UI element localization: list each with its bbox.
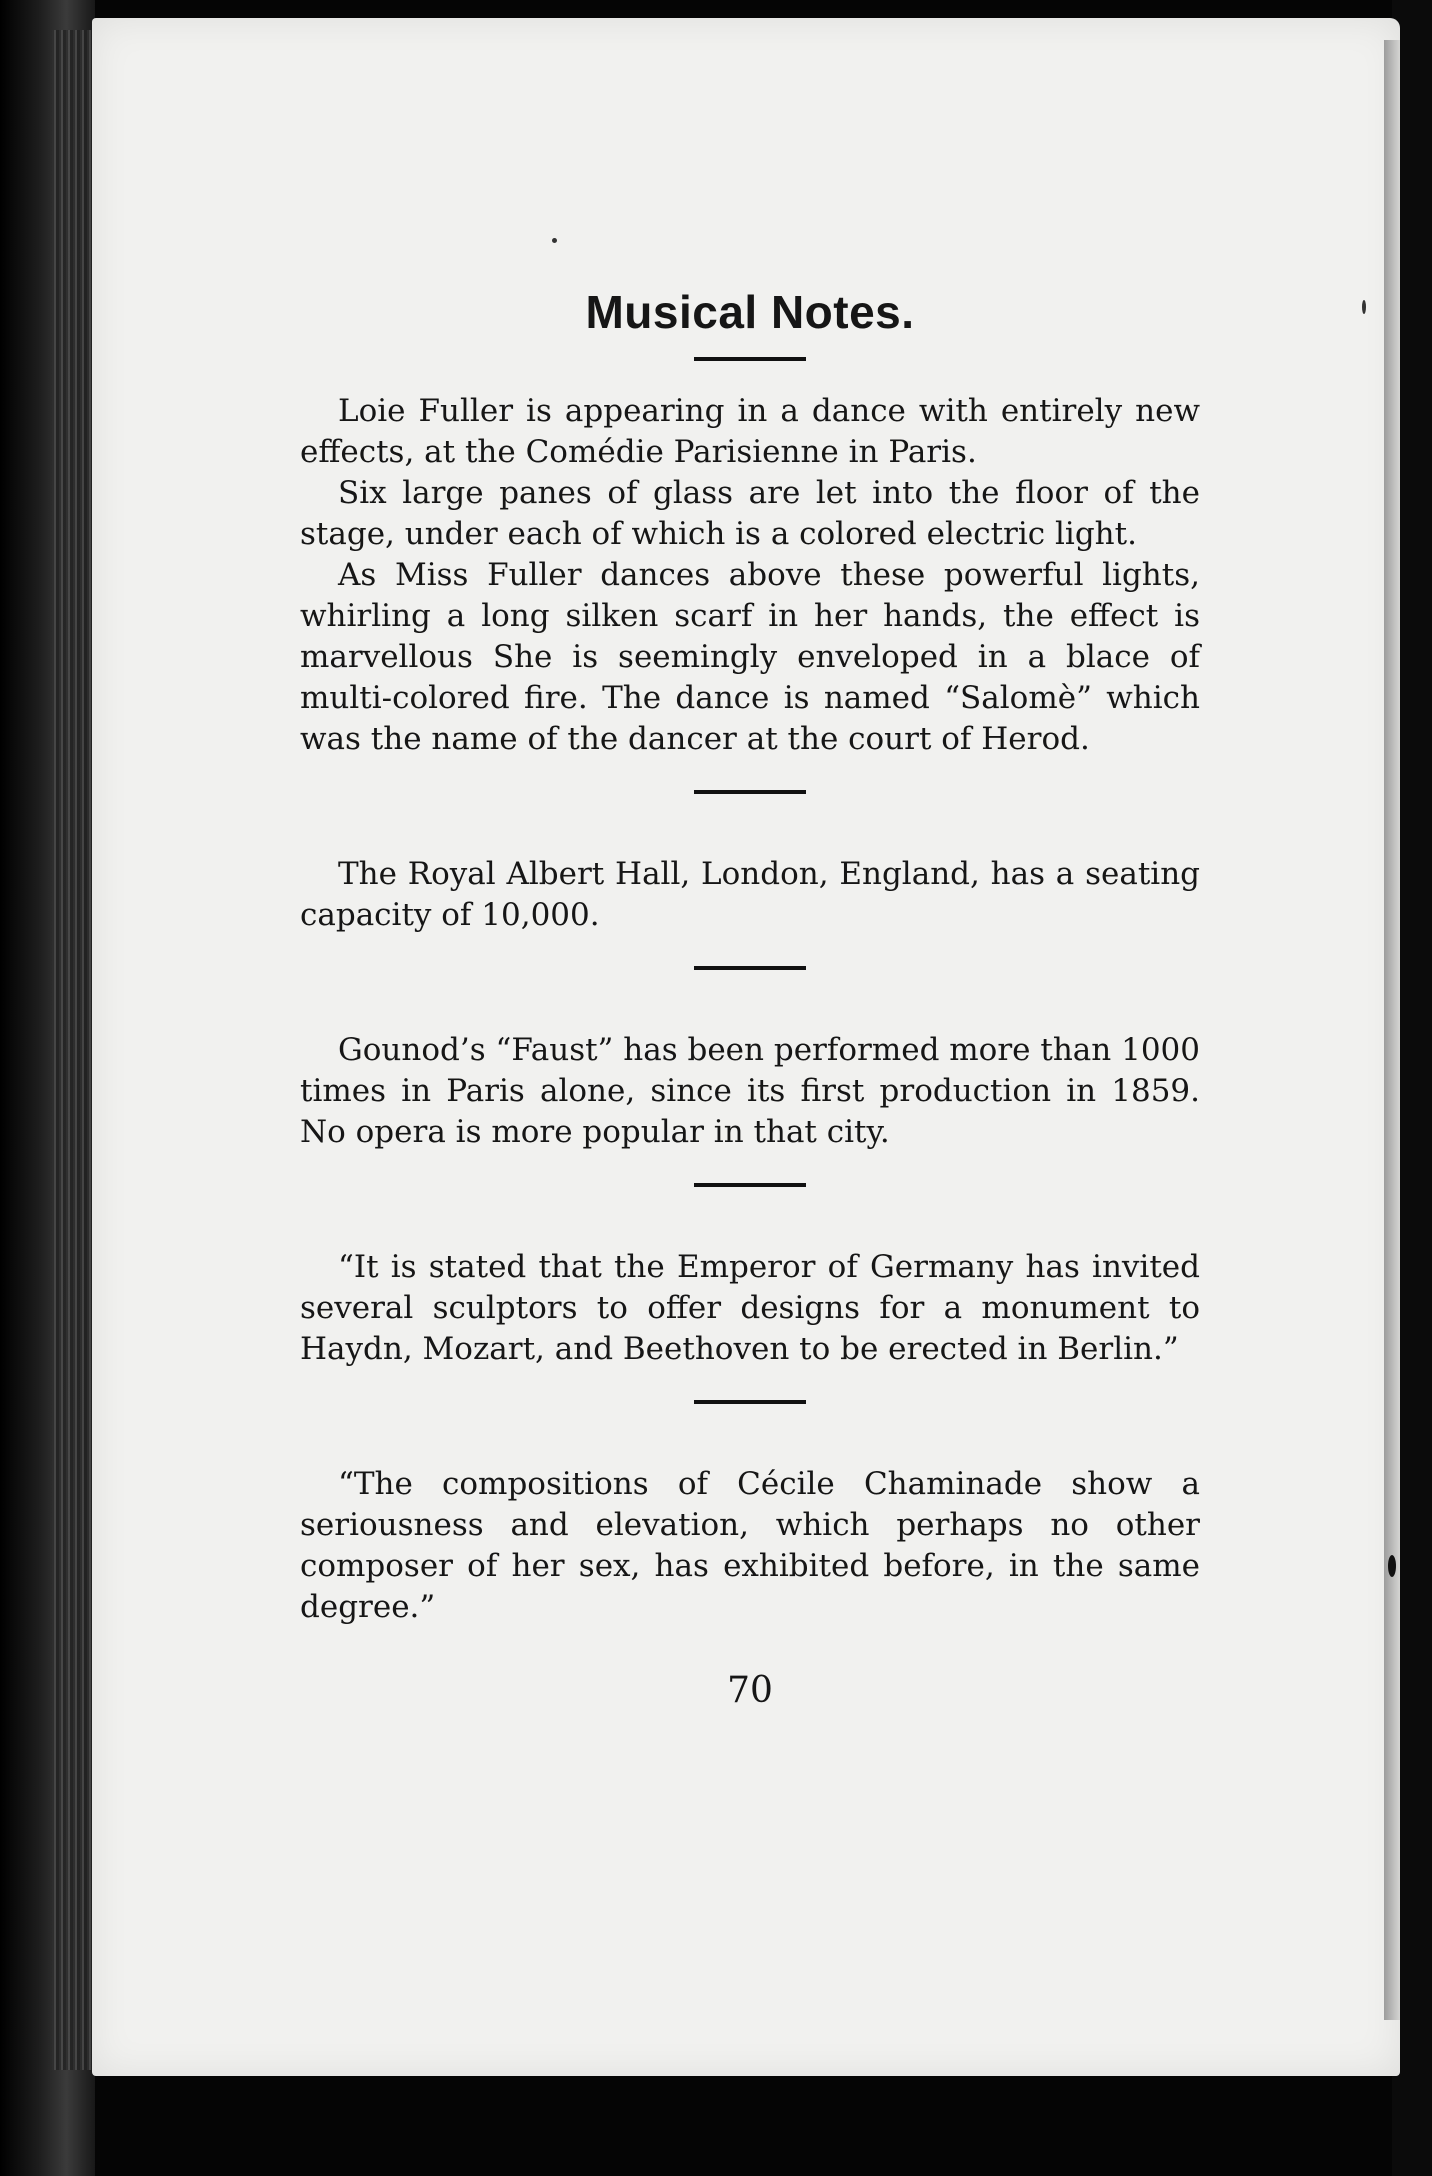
title-divider [694,357,806,361]
note-paragraph: Six large panes of glass are let into the floor of the stage, under each of which is a colored electric light. [300,475,1200,552]
ink-speck [552,238,557,243]
note-paragraph: The Royal Albert Hall, London, England, has a seating capacity of 10,000. [300,856,1200,933]
note-paragraph: As Miss Fuller dances above these powerful lights, whirling a long silken scarf in her hands, the effect is marvellous She is seemingly enveloped in a blace of multi-colored fire. The dance is named “Salomè” which was the name of the dancer at the court of Herod. [300,557,1200,757]
note-paragraph: “It is stated that the Emperor of Germany has invited several sculptors to offer designs for a monument to Haydn, Mozart, and Beethoven to be erected in Berlin.” [300,1249,1200,1367]
page-content [300,285,1200,1711]
page-title: Musical Notes. [585,286,915,338]
ink-speck [1388,1555,1396,1577]
page-number: 70 [727,1670,773,1711]
note-emperor-monument [300,1247,1200,1370]
note-paragraph: Gounod’s “Faust” has been performed more than 1000 times in Paris alone, since its first production in 1859. No opera is more popular in that city. [300,1032,1200,1150]
page-edge [1384,40,1400,2020]
note-paragraph: “The compositions of Cécile Chaminade show a seriousness and elevation, which perhaps no other composer of her sex, has exhibited before, in the same degree.” [300,1466,1200,1625]
note-faust [300,1030,1200,1153]
note-royal-albert-hall [300,854,1200,936]
ink-speck [1362,300,1366,314]
note-paragraph: Loie Fuller is appearing in a dance with entirely new effects, at the Comédie Parisienne in Paris. [300,393,1200,470]
note-chaminade [300,1464,1200,1628]
binding-edge [52,30,96,2070]
note-loie-fuller [300,391,1200,760]
